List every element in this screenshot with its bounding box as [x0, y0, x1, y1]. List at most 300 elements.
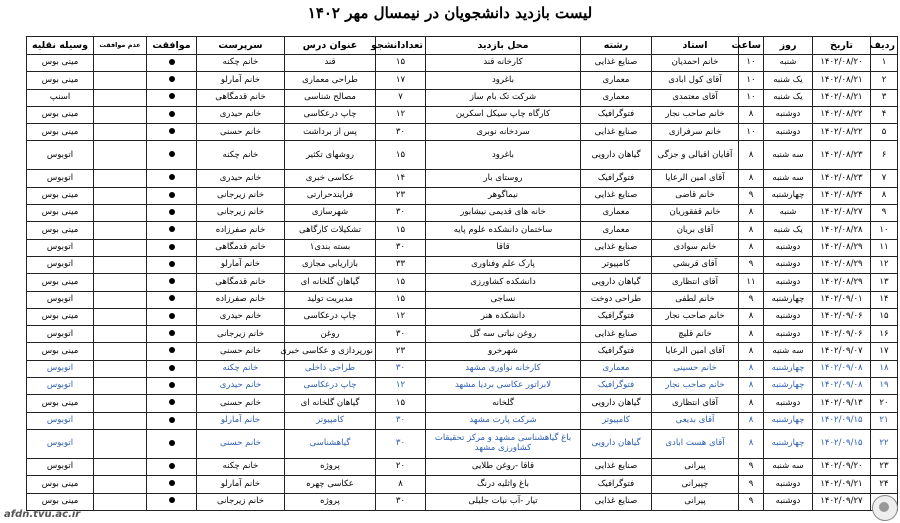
agree-dot-icon — [169, 128, 175, 134]
student-count: ۱۵ — [376, 141, 426, 170]
row-number: ۱۹ — [871, 378, 898, 395]
header-disagree: عدم موافقت — [94, 37, 147, 55]
student-count: ۳۰ — [376, 124, 426, 141]
visit-hour: ۸ — [739, 308, 764, 325]
visit-hour: ۸ — [739, 343, 764, 360]
supervisor-name: خانم حیدری — [197, 308, 285, 325]
disagree-mark — [94, 141, 147, 170]
visit-date: ۱۴۰۲/۰۹/۰۶ — [813, 326, 871, 343]
vehicle-type: مینی بوس — [27, 222, 94, 239]
visit-place: کارگاه چاپ سیکل اسکرین — [426, 106, 581, 123]
student-count: ۳۰ — [376, 239, 426, 256]
table-header-row — [27, 37, 898, 55]
table-row — [27, 274, 898, 291]
supervisor-name: خانم آمارلو — [197, 256, 285, 273]
visit-date: ۱۴۰۲/۰۹/۰۸ — [813, 360, 871, 377]
student-count: ۱۲ — [376, 106, 426, 123]
visit-day: سه شنبه — [764, 141, 813, 170]
visit-place: شرکت پارت مشهد — [426, 412, 581, 429]
vehicle-type: مینی بوس — [27, 395, 94, 412]
professor-name: آقای بریان — [652, 222, 739, 239]
visit-hour: ۸ — [739, 429, 764, 458]
visit-date: ۱۴۰۲/۰۸/۲۴ — [813, 187, 871, 204]
visit-date: ۱۴۰۲/۰۸/۲۳ — [813, 141, 871, 170]
agree-mark — [147, 291, 197, 308]
agree-dot-icon — [169, 261, 175, 267]
agree-mark — [147, 429, 197, 458]
field-of-study: فتوگرافیک — [581, 378, 652, 395]
supervisor-name: خانم چکنه — [197, 55, 285, 72]
visit-place: لابراتور عکاسی بردیا مشهد — [426, 378, 581, 395]
agree-dot-icon — [169, 151, 175, 157]
visit-place: گلخانه — [426, 395, 581, 412]
row-number: ۶ — [871, 141, 898, 170]
disagree-mark — [94, 55, 147, 72]
vehicle-type: اتوبوس — [27, 360, 94, 377]
disagree-mark — [94, 291, 147, 308]
visit-hour: ۹ — [739, 493, 764, 510]
professor-name: خانم قلیچ — [652, 326, 739, 343]
course-title: گیاهان گلخانه ای — [285, 274, 376, 291]
student-count: ۲۰ — [376, 458, 426, 475]
row-number: ۱۰ — [871, 222, 898, 239]
vehicle-type: اتوبوس — [27, 458, 94, 475]
field-of-study: صنایع غذایی — [581, 124, 652, 141]
field-of-study: صنایع غذایی — [581, 55, 652, 72]
course-title: طراحی معماری — [285, 72, 376, 89]
supervisor-name: خانم زیرجانی — [197, 187, 285, 204]
site-watermark: afdn.tvu.ac.ir — [4, 509, 81, 520]
agree-dot-icon — [169, 463, 175, 469]
visit-date: ۱۴۰۲/۰۹/۰۱ — [813, 291, 871, 308]
professor-name: خانم صاحب نجار — [652, 378, 739, 395]
page-title: لیست بازدید دانشجویان در نیمسال مهر ۱۴۰۲ — [307, 4, 593, 22]
supervisor-name: خانم حسنی — [197, 124, 285, 141]
agree-dot-icon — [169, 192, 175, 198]
visit-place: دانشکده کشاورزی — [426, 274, 581, 291]
visit-date: ۱۴۰۲/۰۹/۲۰ — [813, 458, 871, 475]
disagree-mark — [94, 256, 147, 273]
supervisor-name: خانم آمارلو — [197, 72, 285, 89]
row-number: ۲۴ — [871, 476, 898, 493]
visit-date: ۱۴۰۲/۰۸/۲۷ — [813, 205, 871, 222]
visit-day: چهارشنبه — [764, 360, 813, 377]
visit-place: قاقا — [426, 239, 581, 256]
student-count: ۱۴ — [376, 170, 426, 187]
visit-place: سردخانه نوبری — [426, 124, 581, 141]
disagree-mark — [94, 205, 147, 222]
agree-dot-icon — [169, 111, 175, 117]
row-number: ۷ — [871, 170, 898, 187]
visit-hour: ۹ — [739, 256, 764, 273]
student-count: ۳۰ — [376, 429, 426, 458]
header-students: تعدادانشجو — [376, 37, 426, 55]
visit-hour: ۹ — [739, 458, 764, 475]
visit-place: خانه های قدیمی نیشابور — [426, 205, 581, 222]
visit-place: قاقا -روغن طلایی — [426, 458, 581, 475]
professor-name: خانم سوادی — [652, 239, 739, 256]
table-row — [27, 308, 898, 325]
header-radif: ردیف — [871, 37, 898, 55]
visit-day: یک شنبه — [764, 222, 813, 239]
visit-hour: ۹ — [739, 476, 764, 493]
professor-name: آقای انتظاری — [652, 395, 739, 412]
supervisor-name: خانم حیدری — [197, 378, 285, 395]
professor-name: پیرانی — [652, 458, 739, 475]
supervisor-name: خانم قدمگاهی — [197, 274, 285, 291]
visit-day: دوشنبه — [764, 124, 813, 141]
row-number: ۱۲ — [871, 256, 898, 273]
professor-name: خانم قفقوریان — [652, 205, 739, 222]
field-of-study: فتوگرافیک — [581, 308, 652, 325]
student-count: ۷ — [376, 89, 426, 106]
field-of-study: فتوگرافیک — [581, 476, 652, 493]
header-professor: استاد — [652, 37, 739, 55]
professor-name: خانم حسینی — [652, 360, 739, 377]
disagree-mark — [94, 274, 147, 291]
visit-schedule-table — [26, 36, 898, 511]
row-number: ۸ — [871, 187, 898, 204]
supervisor-name: خانم آمارلو — [197, 412, 285, 429]
vehicle-type: مینی بوس — [27, 274, 94, 291]
table-row — [27, 256, 898, 273]
header-place: محل بازدید — [426, 37, 581, 55]
student-count: ۱۵ — [376, 395, 426, 412]
professor-name: خانم صاحب نجار — [652, 308, 739, 325]
visit-date: ۱۴۰۲/۰۸/۲۱ — [813, 89, 871, 106]
field-of-study: معماری — [581, 72, 652, 89]
visit-hour: ۹ — [739, 187, 764, 204]
visit-day: دوشنبه — [764, 326, 813, 343]
table-row — [27, 476, 898, 493]
field-of-study: صنایع غذایی — [581, 187, 652, 204]
supervisor-name: خانم زیرجانی — [197, 493, 285, 510]
student-count: ۳۰ — [376, 412, 426, 429]
agree-dot-icon — [169, 76, 175, 82]
field-of-study: گیاهان دارویی — [581, 274, 652, 291]
visit-hour: ۸ — [739, 360, 764, 377]
supervisor-name: خانم قدمگاهی — [197, 239, 285, 256]
agree-mark — [147, 395, 197, 412]
visit-date: ۱۴۰۲/۰۹/۱۵ — [813, 429, 871, 458]
agree-dot-icon — [169, 399, 175, 405]
visit-hour: ۸ — [739, 222, 764, 239]
course-title: تشکیلات کارگاهی — [285, 222, 376, 239]
field-of-study: صنایع غذایی — [581, 493, 652, 510]
visit-hour: ۸ — [739, 326, 764, 343]
table-row — [27, 222, 898, 239]
header-course: عنوان درس — [285, 37, 376, 55]
agree-dot-icon — [169, 59, 175, 65]
header-day: روز — [764, 37, 813, 55]
student-count: ۳۰ — [376, 360, 426, 377]
field-of-study: صنایع غذایی — [581, 458, 652, 475]
field-of-study: فتوگرافیک — [581, 343, 652, 360]
visit-day: چهارشنبه — [764, 187, 813, 204]
visit-day: دوشنبه — [764, 308, 813, 325]
visit-date: ۱۴۰۲/۰۸/۲۳ — [813, 170, 871, 187]
supervisor-name: خانم صفرزاده — [197, 291, 285, 308]
vehicle-type: مینی بوس — [27, 106, 94, 123]
supervisor-name: خانم حسنی — [197, 429, 285, 458]
visit-day: یک شنبه — [764, 89, 813, 106]
visit-date: ۱۴۰۲/۰۹/۱۳ — [813, 395, 871, 412]
student-count: ۳۰ — [376, 493, 426, 510]
agree-mark — [147, 274, 197, 291]
professor-name: آقای کول ابادی — [652, 72, 739, 89]
field-of-study: گیاهان دارویی — [581, 429, 652, 458]
table-row — [27, 360, 898, 377]
field-of-study: صنایع غذایی — [581, 326, 652, 343]
agree-mark — [147, 343, 197, 360]
course-title: شهرسازی — [285, 205, 376, 222]
professor-name: آقایان اقبالی و جزگی — [652, 141, 739, 170]
student-count: ۱۵ — [376, 55, 426, 72]
vehicle-type: اتوبوس — [27, 412, 94, 429]
visit-day: دوشنبه — [764, 476, 813, 493]
course-title: چاپ درعکاسی — [285, 106, 376, 123]
supervisor-name: خانم چکنه — [197, 360, 285, 377]
agree-dot-icon — [169, 365, 175, 371]
row-number: ۲۲ — [871, 429, 898, 458]
table-row — [27, 343, 898, 360]
visit-place: باغ واثلیه درنگ — [426, 476, 581, 493]
course-title: بسته بندی۱ — [285, 239, 376, 256]
professor-name: چپیرانی — [652, 476, 739, 493]
vehicle-type: اتوبوس — [27, 326, 94, 343]
disagree-mark — [94, 378, 147, 395]
agree-mark — [147, 55, 197, 72]
supervisor-name: خانم زیرجانی — [197, 205, 285, 222]
visit-date: ۱۴۰۲/۰۸/۲۱ — [813, 72, 871, 89]
agree-dot-icon — [169, 174, 175, 180]
table-row — [27, 124, 898, 141]
agree-dot-icon — [169, 244, 175, 250]
vehicle-type: مینی بوس — [27, 308, 94, 325]
disagree-mark — [94, 458, 147, 475]
field-of-study: فتوگرافیک — [581, 106, 652, 123]
vehicle-type: اتوبوس — [27, 429, 94, 458]
student-count: ۱۲ — [376, 308, 426, 325]
supervisor-name: خانم چکنه — [197, 458, 285, 475]
course-title: چاپ درعکاسی — [285, 308, 376, 325]
header-hour: ساعت — [739, 37, 764, 55]
agree-mark — [147, 412, 197, 429]
visit-place: کارخانه نواوری مشهد — [426, 360, 581, 377]
visit-hour: ۸ — [739, 378, 764, 395]
disagree-mark — [94, 308, 147, 325]
agree-dot-icon — [169, 347, 175, 353]
field-of-study: معماری — [581, 222, 652, 239]
table-body — [27, 55, 898, 511]
vehicle-type: اتوبوس — [27, 170, 94, 187]
visit-place: باغ گیاهشناسی مشهد و مرکز تحقیقات کشاورزی مشهد — [426, 429, 581, 458]
supervisor-name: خانم آمارلو — [197, 476, 285, 493]
visit-day: چهارشنبه — [764, 378, 813, 395]
visit-place: شهرخرو — [426, 343, 581, 360]
course-title: طراحی داخلی — [285, 360, 376, 377]
row-number: ۵ — [871, 124, 898, 141]
student-count: ۱۵ — [376, 274, 426, 291]
disagree-mark — [94, 239, 147, 256]
visit-date: ۱۴۰۲/۰۹/۰۶ — [813, 308, 871, 325]
vehicle-type: مینی بوس — [27, 205, 94, 222]
vehicle-type: اتوبوس — [27, 378, 94, 395]
student-count: ۳۳ — [376, 256, 426, 273]
agree-mark — [147, 170, 197, 187]
professor-name: خانم لطفی — [652, 291, 739, 308]
visit-hour: ۱۰ — [739, 55, 764, 72]
visit-day: چهارشنبه — [764, 429, 813, 458]
professor-name: آقای هست ابادی — [652, 429, 739, 458]
visit-day: شنبه — [764, 205, 813, 222]
agree-mark — [147, 256, 197, 273]
visit-day: دوشنبه — [764, 274, 813, 291]
visit-place: روستای بار — [426, 170, 581, 187]
vehicle-type: مینی بوس — [27, 343, 94, 360]
supervisor-name: خانم حسنی — [197, 343, 285, 360]
table-row — [27, 378, 898, 395]
table-row — [27, 89, 898, 106]
row-number: ۱۶ — [871, 326, 898, 343]
visit-hour: ۱۰ — [739, 72, 764, 89]
table-row — [27, 205, 898, 222]
agree-mark — [147, 72, 197, 89]
course-title: عکاسی چهره — [285, 476, 376, 493]
row-number: ۲ — [871, 72, 898, 89]
visit-place: باغرود — [426, 141, 581, 170]
supervisor-name: خانم حیدری — [197, 170, 285, 187]
visit-day: چهارشنبه — [764, 412, 813, 429]
agree-dot-icon — [169, 417, 175, 423]
visit-hour: ۸ — [739, 205, 764, 222]
agree-mark — [147, 205, 197, 222]
visit-place: پارک علم وفناوری — [426, 256, 581, 273]
visit-place: نساجی — [426, 291, 581, 308]
header-date: تاریخ — [813, 37, 871, 55]
visit-day: سه شنبه — [764, 170, 813, 187]
student-count: ۳۰ — [376, 205, 426, 222]
agree-mark — [147, 308, 197, 325]
vehicle-type: اتوبوس — [27, 141, 94, 170]
vehicle-type: مینی بوس — [27, 55, 94, 72]
agree-mark — [147, 458, 197, 475]
student-count: ۱۵ — [376, 291, 426, 308]
visit-hour: ۸ — [739, 106, 764, 123]
header-field: رشته — [581, 37, 652, 55]
course-title: گیاهان گلخانه ای — [285, 395, 376, 412]
supervisor-name: خانم چکنه — [197, 141, 285, 170]
student-count: ۳۰ — [376, 326, 426, 343]
disagree-mark — [94, 326, 147, 343]
disagree-mark — [94, 493, 147, 510]
table-row — [27, 412, 898, 429]
visit-place: تیار -آب نبات جلیلی — [426, 493, 581, 510]
professor-name: آقای بدیعی — [652, 412, 739, 429]
visit-day: دوشنبه — [764, 493, 813, 510]
agree-mark — [147, 326, 197, 343]
professor-name: آقای معتمدی — [652, 89, 739, 106]
disagree-mark — [94, 395, 147, 412]
course-title: بازاریابی مجازی — [285, 256, 376, 273]
table-row — [27, 170, 898, 187]
agree-dot-icon — [169, 480, 175, 486]
disagree-mark — [94, 106, 147, 123]
agree-mark — [147, 141, 197, 170]
visit-date: ۱۴۰۲/۰۸/۲۹ — [813, 239, 871, 256]
visit-date: ۱۴۰۲/۰۹/۲۷ — [813, 493, 871, 510]
visit-place: باغرود — [426, 72, 581, 89]
row-number: ۱۱ — [871, 239, 898, 256]
field-of-study: گیاهان دارویی — [581, 141, 652, 170]
visit-hour: ۹ — [739, 291, 764, 308]
header-supervisor: سرپرست — [197, 37, 285, 55]
row-number: ۲۳ — [871, 458, 898, 475]
visit-hour: ۱۰ — [739, 89, 764, 106]
university-seal-icon — [872, 495, 898, 521]
professor-name: خانم سرفرازی — [652, 124, 739, 141]
agree-mark — [147, 106, 197, 123]
visit-date: ۱۴۰۲/۰۸/۲۲ — [813, 124, 871, 141]
visit-place: شرکت تک بام ساز — [426, 89, 581, 106]
visit-hour: ۸ — [739, 395, 764, 412]
disagree-mark — [94, 222, 147, 239]
agree-dot-icon — [169, 278, 175, 284]
row-number: ۱۷ — [871, 343, 898, 360]
vehicle-type: اسنپ — [27, 89, 94, 106]
student-count: ۲۳ — [376, 343, 426, 360]
visit-hour: ۸ — [739, 170, 764, 187]
disagree-mark — [94, 124, 147, 141]
row-number: ۱ — [871, 55, 898, 72]
disagree-mark — [94, 170, 147, 187]
supervisor-name: خانم حسنی — [197, 395, 285, 412]
supervisor-name: خانم حیدری — [197, 106, 285, 123]
supervisor-name: خانم زیرجانی — [197, 326, 285, 343]
agree-dot-icon — [169, 330, 175, 336]
table-row — [27, 429, 898, 458]
student-count: ۱۲ — [376, 378, 426, 395]
visit-hour: ۸ — [739, 239, 764, 256]
vehicle-type: مینی بوس — [27, 187, 94, 204]
professor-name: خانم صاحب نجار — [652, 106, 739, 123]
table-row — [27, 72, 898, 89]
agree-dot-icon — [169, 226, 175, 232]
agree-mark — [147, 493, 197, 510]
agree-dot-icon — [169, 93, 175, 99]
header-vehicle: وسیله نقلیه — [27, 37, 94, 55]
header-agree: موافقت — [147, 37, 197, 55]
professor-name: پیرانی — [652, 493, 739, 510]
field-of-study: کامپیوتر — [581, 256, 652, 273]
student-count: ۱۷ — [376, 72, 426, 89]
agree-mark — [147, 222, 197, 239]
table-row — [27, 141, 898, 170]
disagree-mark — [94, 360, 147, 377]
course-title: پس از برداشت — [285, 124, 376, 141]
vehicle-type: اتوبوس — [27, 256, 94, 273]
visit-day: دوشنبه — [764, 395, 813, 412]
field-of-study: گیاهان دارویی — [581, 395, 652, 412]
table-row — [27, 493, 898, 510]
visit-hour: ۱۰ — [739, 124, 764, 141]
visit-date: ۱۴۰۲/۰۹/۰۸ — [813, 378, 871, 395]
supervisor-name: خانم قدمگاهی — [197, 89, 285, 106]
row-number: ۱۳ — [871, 274, 898, 291]
vehicle-type: مینی بوس — [27, 493, 94, 510]
disagree-mark — [94, 343, 147, 360]
field-of-study: معماری — [581, 89, 652, 106]
